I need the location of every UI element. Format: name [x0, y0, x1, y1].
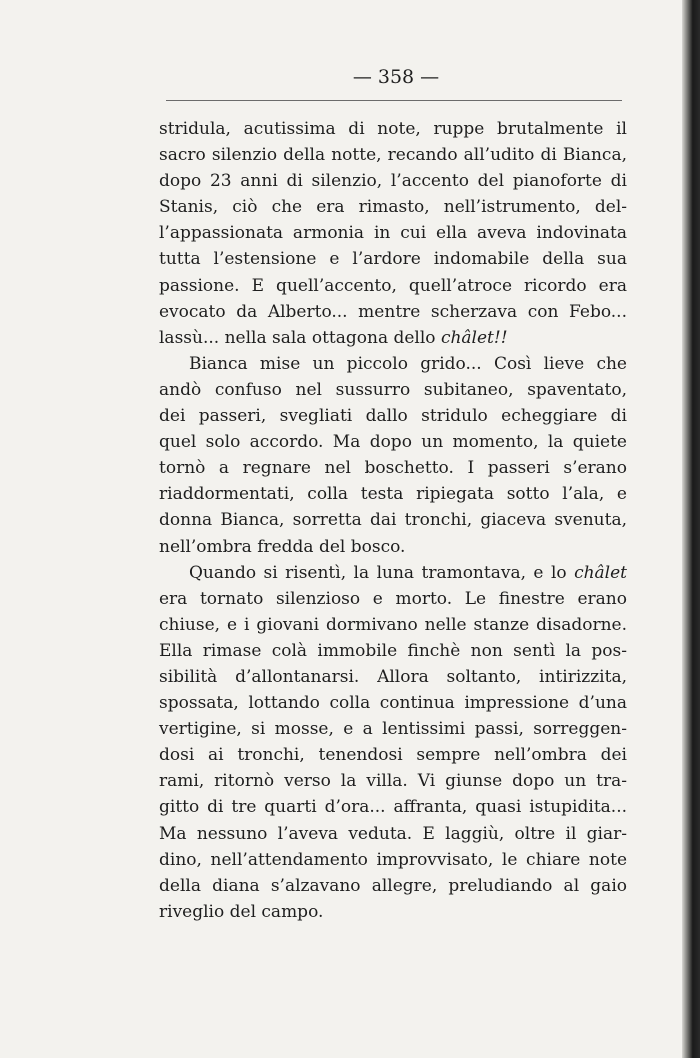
text-line: sacro silenzio della notte, recando all’udito di Bianca, — [159, 145, 627, 166]
book-spine-edge — [682, 0, 700, 1058]
text-line: spossata, lottando colla continua impressione d’una — [159, 693, 627, 714]
text-line: l’appassionata armonia in cui ella aveva indovinata — [159, 223, 627, 244]
text-line: passione. E quell’accento, quell’atroce ricordo era — [159, 275, 627, 296]
text-line: quel solo accordo. Ma dopo un momento, la quiete — [159, 432, 627, 453]
text-line: stridula, acutissima di note, ruppe brutalmente il — [159, 119, 627, 139]
text-line: Bianca mise un piccolo grido... Così lieve che — [189, 353, 627, 374]
text-line: era tornato silenzioso e morto. Le finestre erano — [159, 588, 627, 609]
text-line: gitto di tre quarti d’ora... affranta, quasi istupidita... — [159, 797, 627, 818]
text-line: dopo 23 anni di silenzio, l’accento del pianoforte di — [159, 171, 627, 192]
text-segment: lassù... nella sala ottagona dello — [159, 327, 441, 348]
text-line — [159, 560, 627, 586]
italic-word: châlet!! — [440, 327, 508, 348]
text-line: andò confuso nel sussurro subitaneo, spaventato, — [159, 379, 627, 400]
text-line: sibilità d’allontanarsi. Allora soltanto, intirizzita, — [159, 666, 627, 687]
text-line: chiuse, e i giovani dormivano nelle stanze disadorne. — [159, 614, 627, 635]
text-line: Stanis, ciò che era rimasto, nell’istrumento, del- — [159, 197, 627, 218]
text-line: Ella rimase colà immobile finchè non sentì la pos- — [159, 640, 627, 661]
body-text — [159, 116, 627, 925]
text-line: vertigine, si mosse, e a lentissimi passi, sorreggen- — [159, 719, 627, 740]
header-rule — [166, 100, 622, 101]
text-segment: Quando si risentì, la luna tramontava, e lo — [189, 562, 575, 583]
text-line: tutta l’estensione e l’ardore indomabile della sua — [159, 249, 627, 270]
text-line: dosi ai tronchi, tenendosi sempre nell’ombra dei — [159, 745, 627, 766]
text-line: nell’ombra fredda del bosco. — [159, 536, 406, 557]
text-line — [159, 325, 627, 351]
page-number: — 358 — — [352, 66, 440, 88]
italic-word: châlet — [574, 562, 627, 583]
text-line: della diana s’alzavano allegre, preludiando al gaio — [159, 875, 627, 896]
text-line: Ma nessuno l’aveva veduta. E laggiù, oltre il giar- — [159, 823, 627, 844]
text-line: rami, ritornò verso la villa. Vi giunse dopo un tra- — [159, 771, 627, 792]
text-line: evocato da Alberto... mentre scherzava con Febo... — [159, 301, 627, 322]
text-line: dei passeri, svegliati dallo stridulo echeggiare di — [159, 406, 627, 427]
text-line: donna Bianca, sorretta dai tronchi, giaceva svenuta, — [159, 510, 627, 531]
text-line: tornò a regnare nel boschetto. I passeri s’erano — [159, 458, 627, 479]
text-line: riveglio del campo. — [159, 901, 324, 922]
text-line: dino, nell’attendamento improvvisato, le chiare note — [159, 849, 627, 870]
text-line: riaddormentati, colla testa ripiegata sotto l’ala, e — [159, 484, 627, 505]
